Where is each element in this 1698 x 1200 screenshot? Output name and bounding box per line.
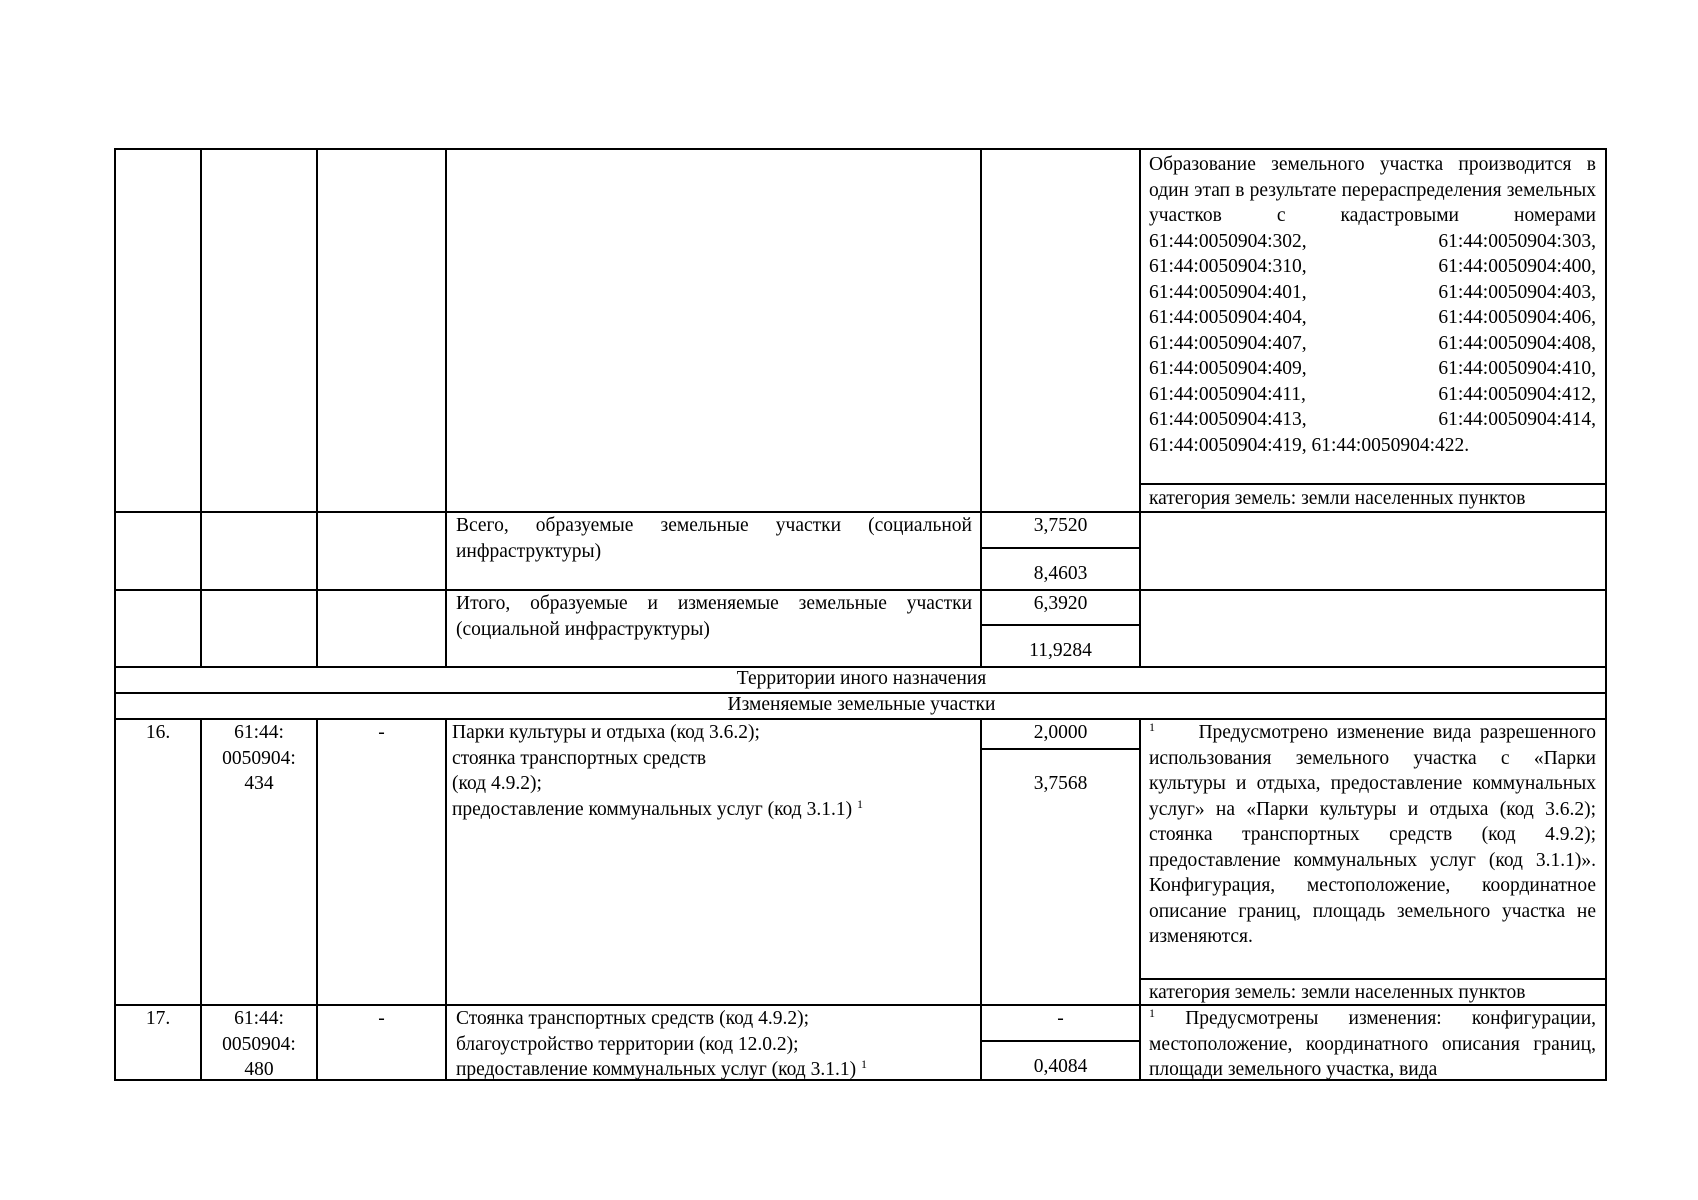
change-note [1149,720,1596,950]
col-divider [316,150,318,666]
permitted-use-line: предоставление коммунальных услуг (код 3.1.1) [456,1059,857,1080]
col-divider [200,150,202,666]
total-area-bottom: 8,4603 [1033,563,1088,584]
cadastral-part: 61:44: [234,722,284,743]
permitted-use-line: (код 4.9.2); [452,773,542,794]
permitted-use-line: Стоянка транспортных средств (код 4.9.2); [456,1008,809,1029]
col-divider [1139,718,1141,1081]
cadastral-part: 434 [244,773,274,794]
cadastral-part: 0050904: [222,1033,296,1055]
permitted-use-line: предоставление коммунальных услуг (код 3.1.1) [452,798,853,820]
section-heading: Территории иного назначения [736,668,987,689]
col-divider [980,150,982,666]
permitted-use-line: стоянка транспортных средств [452,747,707,769]
col-divider [445,718,447,1081]
area-fraction-line [981,748,1139,750]
grand-total-area-bottom: 11,9284 [1029,640,1092,661]
dash-cell: - [378,1008,385,1029]
area-fraction-line [981,624,1139,626]
area-fraction-line [981,1040,1139,1042]
footnote-mark: 1 [860,1057,867,1071]
footnote-mark: 1 [1149,720,1155,734]
row-number: 17. [145,1008,171,1029]
col-divider [445,150,447,666]
formation-note-text: Образование земельного участка производится в один этап в результате перераспределения земельных участков с кадастровыми номерами 61:44:0050904:302, 61:44:0050904:303, 61:44:0050904:310, 61:44:0050904:400, 61:44:0050904:401, 61:44:0050904:403, 61:44:0050904:404, 61:44:0050904:406, 61:44:0050904:407, 61:44:0050904:408, 61:44:0050904:409, 61:44:0050904:410, 61:44:0050904:411, 61:44:0050904:412, 61:44:0050904:413, 61:44:0050904:414, 61:44:0050904:419, 61:44:0050904:422. [1149,154,1596,456]
area-fraction-line [981,547,1139,549]
change-note-text: Предусмотрено изменение вида разрешенного использования земельного участка с «Парки культуры и отдыха, предоставление коммунальных услуг» на «Парки культуры и отдыха (код 3.6.2); стоянка транспортных средств (код 4.9.2); предоставление коммунальных услуг (код 3.1.1)». Конфигурация, местоположение, координатное описание границ, площадь земельного участка не изменяются. [1149,722,1596,947]
land-plots-table [114,148,1607,1081]
footnote-mark: 1 [856,796,863,811]
area-bottom: 0,4084 [1033,1056,1088,1077]
permitted-use [456,1006,977,1083]
subsection-heading: Изменяемые земельные участки [727,694,996,715]
permitted-use [452,720,977,822]
grand-total-area-top: 6,3920 [1033,593,1088,614]
grand-total-label: Итого, образуемые и изменяемые земельные участки (социальной инфраструктуры) [456,593,972,640]
total-area-top: 3,7520 [1033,515,1088,536]
total-label: Всего, образуемые земельные участки (социальной инфраструктуры) [456,515,972,562]
cadastral-part: 0050904: [222,747,296,769]
row-number: 16. [145,722,171,743]
col-divider [1139,150,1141,666]
cadastral-part: 61:44: [234,1008,284,1029]
permitted-use-line: благоустройство территории (код 12.0.2); [456,1033,799,1055]
footnote-mark: 1 [1149,1006,1155,1020]
cadastral-part: 480 [244,1059,274,1080]
land-category: категория земель: земли населенных пунктов [1149,488,1526,509]
area-top: - [1057,1008,1064,1029]
permitted-use-line: Парки культуры и отдыха (код 3.6.2); [452,722,760,743]
dash-cell: - [378,722,385,743]
change-note-text: Предусмотрены изменения: конфигурации, местоположение, координатного описания границ, площади земельного участка, вида [1149,1008,1596,1080]
category-divider [1139,483,1607,485]
area-top: 2,0000 [1033,722,1088,743]
cadastral-number [202,1006,316,1083]
change-note [1149,1006,1596,1080]
formation-note [1149,152,1596,458]
cadastral-number [202,720,316,797]
land-category: категория земель: земли населенных пунктов [1149,982,1526,1003]
area-bottom: 3,7568 [1033,773,1088,794]
